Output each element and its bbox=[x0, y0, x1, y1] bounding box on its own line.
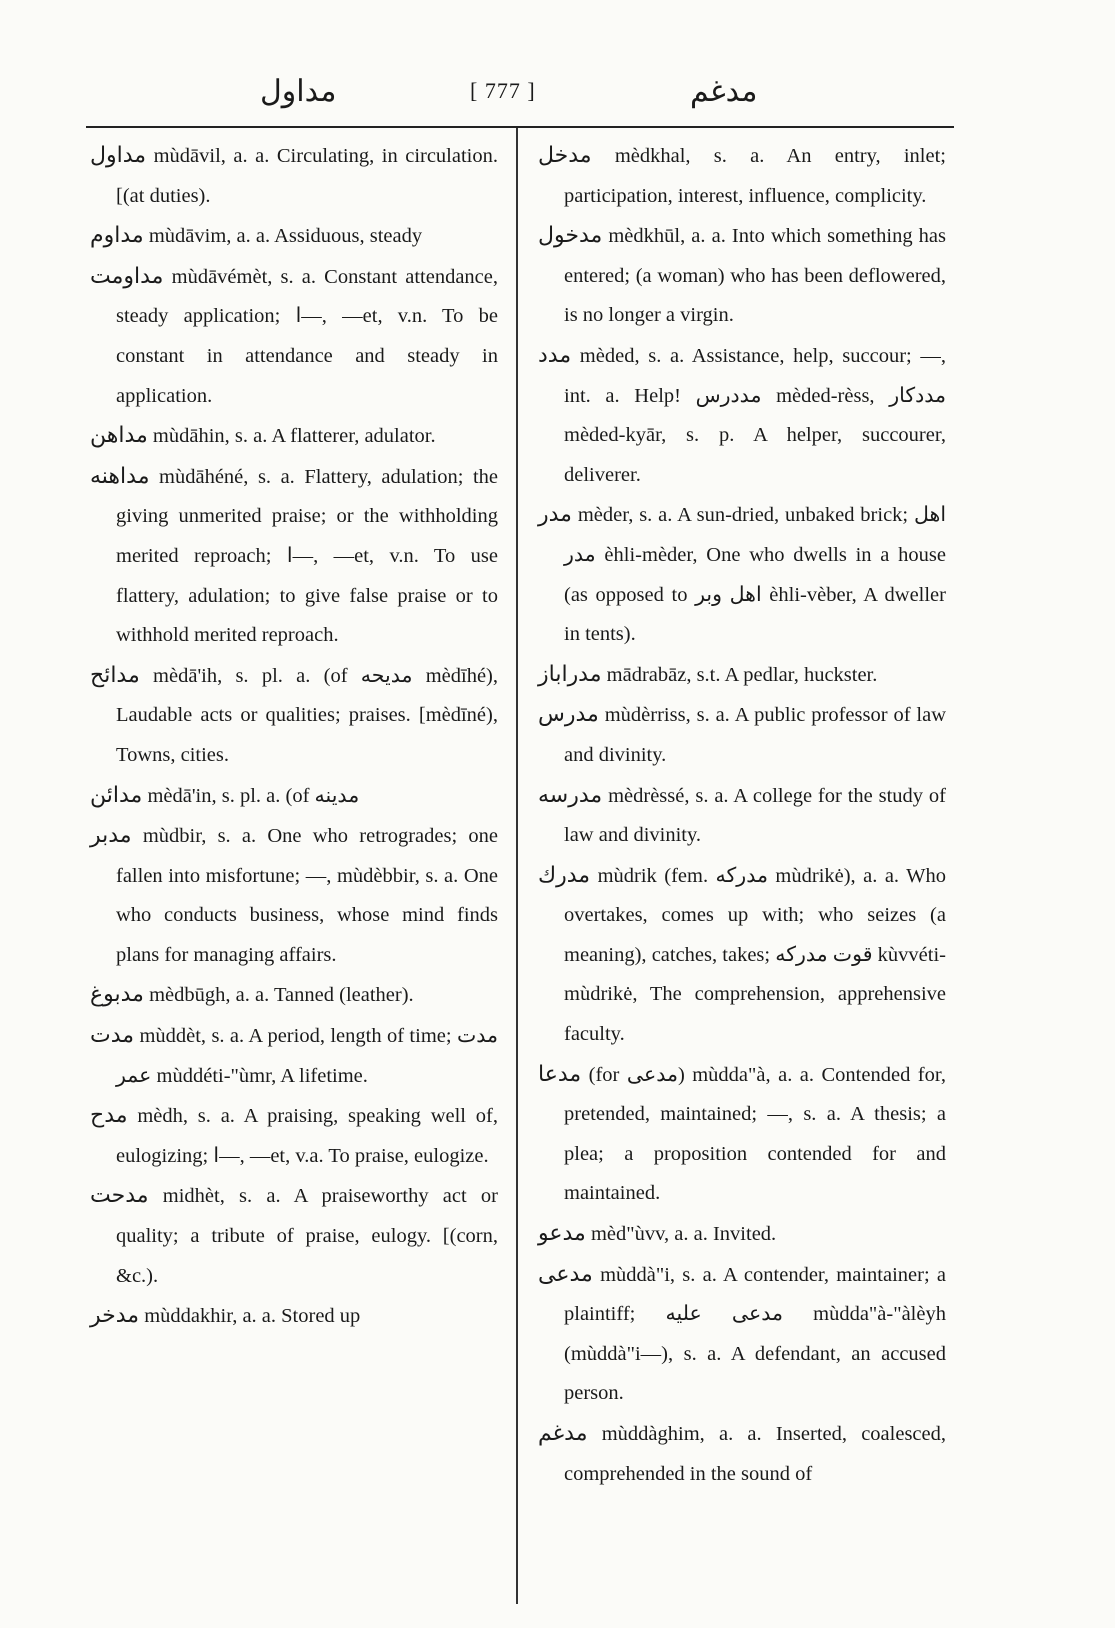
dictionary-entry bbox=[90, 816, 498, 975]
arabic-headword: مداهنه bbox=[90, 463, 150, 489]
entry-text: mùddèt, s. a. A period, length of time; مدت عمر mùddéti-"ùmr, A lifetime. bbox=[116, 1025, 498, 1087]
column-divider bbox=[516, 128, 518, 1604]
dictionary-entry bbox=[538, 655, 946, 696]
entry-text: mèdh, s. a. A praising, speaking well of, eulogizing; ا—, —et, v.a. To praise, eulogize. bbox=[116, 1105, 498, 1167]
arabic-headword: مدبر bbox=[90, 823, 132, 849]
entry-text: mèdrèssé, s. a. A college for the study of law and divinity. bbox=[564, 784, 947, 847]
header-rule bbox=[86, 126, 954, 128]
entry-text: mèded, s. a. Assistance, help, succour; —, int. a. Help! مددرس mèded-rèss, مددكار mèded-kyār, s. p. A helper, succourer, deliverer. bbox=[564, 344, 946, 486]
arabic-headword: مدخر bbox=[90, 1303, 140, 1329]
entry-text: mùdbir, s. a. One who retrogrades; one fallen into misfortune; —, mùdèbbir, s. a. One who conducts business, whose mind finds plans for managing affairs. bbox=[116, 825, 498, 966]
dictionary-entry bbox=[90, 216, 498, 257]
arabic-headword: مدحت bbox=[90, 1183, 149, 1209]
dictionary-entry bbox=[90, 1176, 498, 1296]
left-running-headword: مداول bbox=[260, 75, 337, 108]
arabic-headword: مداوم bbox=[90, 223, 144, 249]
arabic-headword: مداهن bbox=[90, 423, 148, 449]
dictionary-entry bbox=[538, 336, 946, 495]
dictionary-entry bbox=[538, 136, 946, 216]
dictionary-entry bbox=[538, 1255, 946, 1414]
entry-text: mèdā'ih, s. pl. a. (of مديحه mèdīhé), Laudable acts or qualities; praises. [mèdīné), Towns, cities. bbox=[116, 664, 498, 766]
dictionary-entry bbox=[538, 1214, 946, 1255]
entry-text: mùddakhir, a. a. Stored up bbox=[144, 1305, 361, 1328]
arabic-headword: مدح bbox=[90, 1103, 128, 1129]
entry-text: mùdrik (fem. مدركه mùdrikė), a. a. Who overtakes, comes up with; who seizes (a meaning), catches, takes; قوت مدركه kùvvéti-mùdrikė, The comprehension, apprehensive faculty. bbox=[564, 864, 947, 1046]
arabic-headword: مدائن bbox=[90, 782, 143, 808]
entry-text: mùdāvim, a. a. Assiduous, steady bbox=[148, 225, 423, 248]
entry-text: mùdāvil, a. a. Circulating, in circulation. [(at duties). bbox=[116, 145, 498, 207]
entry-text: mèdkhūl, a. a. Into which something has entered; (a woman) who has been deflowered, is no longer a virgin. bbox=[564, 225, 946, 327]
entry-text: mèdkhal, s. a. An entry, inlet; participation, interest, influence, complicity. bbox=[564, 145, 946, 207]
dictionary-entry bbox=[538, 1055, 946, 1214]
arabic-headword: مدر bbox=[538, 502, 572, 528]
dictionary-entry bbox=[538, 856, 946, 1055]
arabic-headword: مدد bbox=[538, 342, 572, 368]
entry-text: mùddà"i, s. a. A contender, maintainer; a plaintiff; مدعى عليه mùdda"à-"àlèyh (mùddà"i—), s. a. A defendant, an accused person. bbox=[564, 1263, 947, 1405]
entry-text: mèdbūgh, a. a. Tanned (leather). bbox=[149, 984, 414, 1007]
entry-text: mùdāhin, s. a. A flatterer, adulator. bbox=[152, 425, 436, 448]
page-header bbox=[70, 72, 970, 122]
entry-text: mùdèrriss, s. a. A public professor of law and divinity. bbox=[564, 704, 947, 766]
right-running-headword: مدغم bbox=[690, 75, 758, 108]
dictionary-entry bbox=[90, 457, 498, 656]
entry-text: mùdāhéné, s. a. Flattery, adulation; the giving unmerited praise; or the withholding merited reproach; ا—, —et, v.n. To use flattery, adulation; to give false praise or to withhold merited reproach. bbox=[116, 465, 499, 647]
entry-text: mùdāvémèt, s. a. Constant attendance, steady application; ا—, —et, v.n. To be constant in attendance and steady in application. bbox=[116, 265, 498, 407]
arabic-headword: مدرسه bbox=[538, 782, 603, 808]
entry-text: midhèt, s. a. A praiseworthy act or quality; a tribute of praise, eulogy. [(corn, &c.). bbox=[116, 1185, 498, 1287]
arabic-headword: مداول bbox=[90, 143, 147, 168]
arabic-headword: مدعا bbox=[538, 1061, 582, 1087]
dictionary-entry bbox=[90, 1096, 498, 1176]
entry-text: mèd"ùvv, a. a. Invited. bbox=[590, 1223, 777, 1246]
entry-text: mèdā'in, s. pl. a. (of مدينه bbox=[147, 784, 360, 807]
right-column bbox=[538, 136, 946, 1494]
dictionary-entry bbox=[538, 216, 946, 336]
dictionary-entry bbox=[538, 776, 946, 856]
arabic-headword: مدعى bbox=[538, 1261, 593, 1287]
page-number: [ 777 ] bbox=[470, 78, 536, 103]
entry-text: (for مدعى) mùdda"à, a. a. Contended for, pretended, maintained; —, s. a. A thesis; a plea; a proposition contended for and maintained. bbox=[564, 1063, 947, 1205]
left-column bbox=[90, 136, 498, 1337]
arabic-headword: مدغم bbox=[538, 1421, 588, 1446]
arabic-headword: مدعو bbox=[538, 1221, 586, 1247]
arabic-headword: مدرك bbox=[538, 862, 591, 888]
entry-text: mùddàghim, a. a. Inserted, coalesced, comprehended in the sound of bbox=[564, 1423, 947, 1485]
arabic-headword: مدرس bbox=[538, 702, 599, 728]
arabic-headword: مداومت bbox=[90, 263, 164, 289]
dictionary-entry bbox=[90, 776, 498, 817]
entry-text: mèder, s. a. A sun-dried, unbaked brick; اهل مدر èhli-mèder, One who dwells in a house (as opposed to اهل وبر èhli-vèber, A dweller in tents). bbox=[564, 504, 947, 646]
arabic-headword: مدخل bbox=[538, 143, 592, 168]
dictionary-entry bbox=[90, 975, 498, 1016]
dictionary-entry bbox=[90, 257, 498, 416]
dictionary-entry bbox=[90, 1016, 498, 1096]
dictionary-entry bbox=[538, 695, 946, 775]
arabic-headword: مدت bbox=[90, 1023, 135, 1049]
arabic-headword: مدخول bbox=[538, 223, 603, 249]
arabic-headword: مدراباز bbox=[538, 661, 602, 687]
arabic-headword: مدائح bbox=[90, 662, 140, 688]
dictionary-entry bbox=[90, 136, 498, 216]
dictionary-entry bbox=[90, 416, 498, 457]
dictionary-entry bbox=[538, 1414, 946, 1494]
arabic-headword: مدبوغ bbox=[90, 982, 144, 1008]
dictionary-entry bbox=[538, 495, 946, 654]
dictionary-entry bbox=[90, 656, 498, 776]
dictionary-entry bbox=[90, 1296, 498, 1337]
entry-text: mādrabāz, s.t. A pedlar, huckster. bbox=[606, 663, 878, 686]
